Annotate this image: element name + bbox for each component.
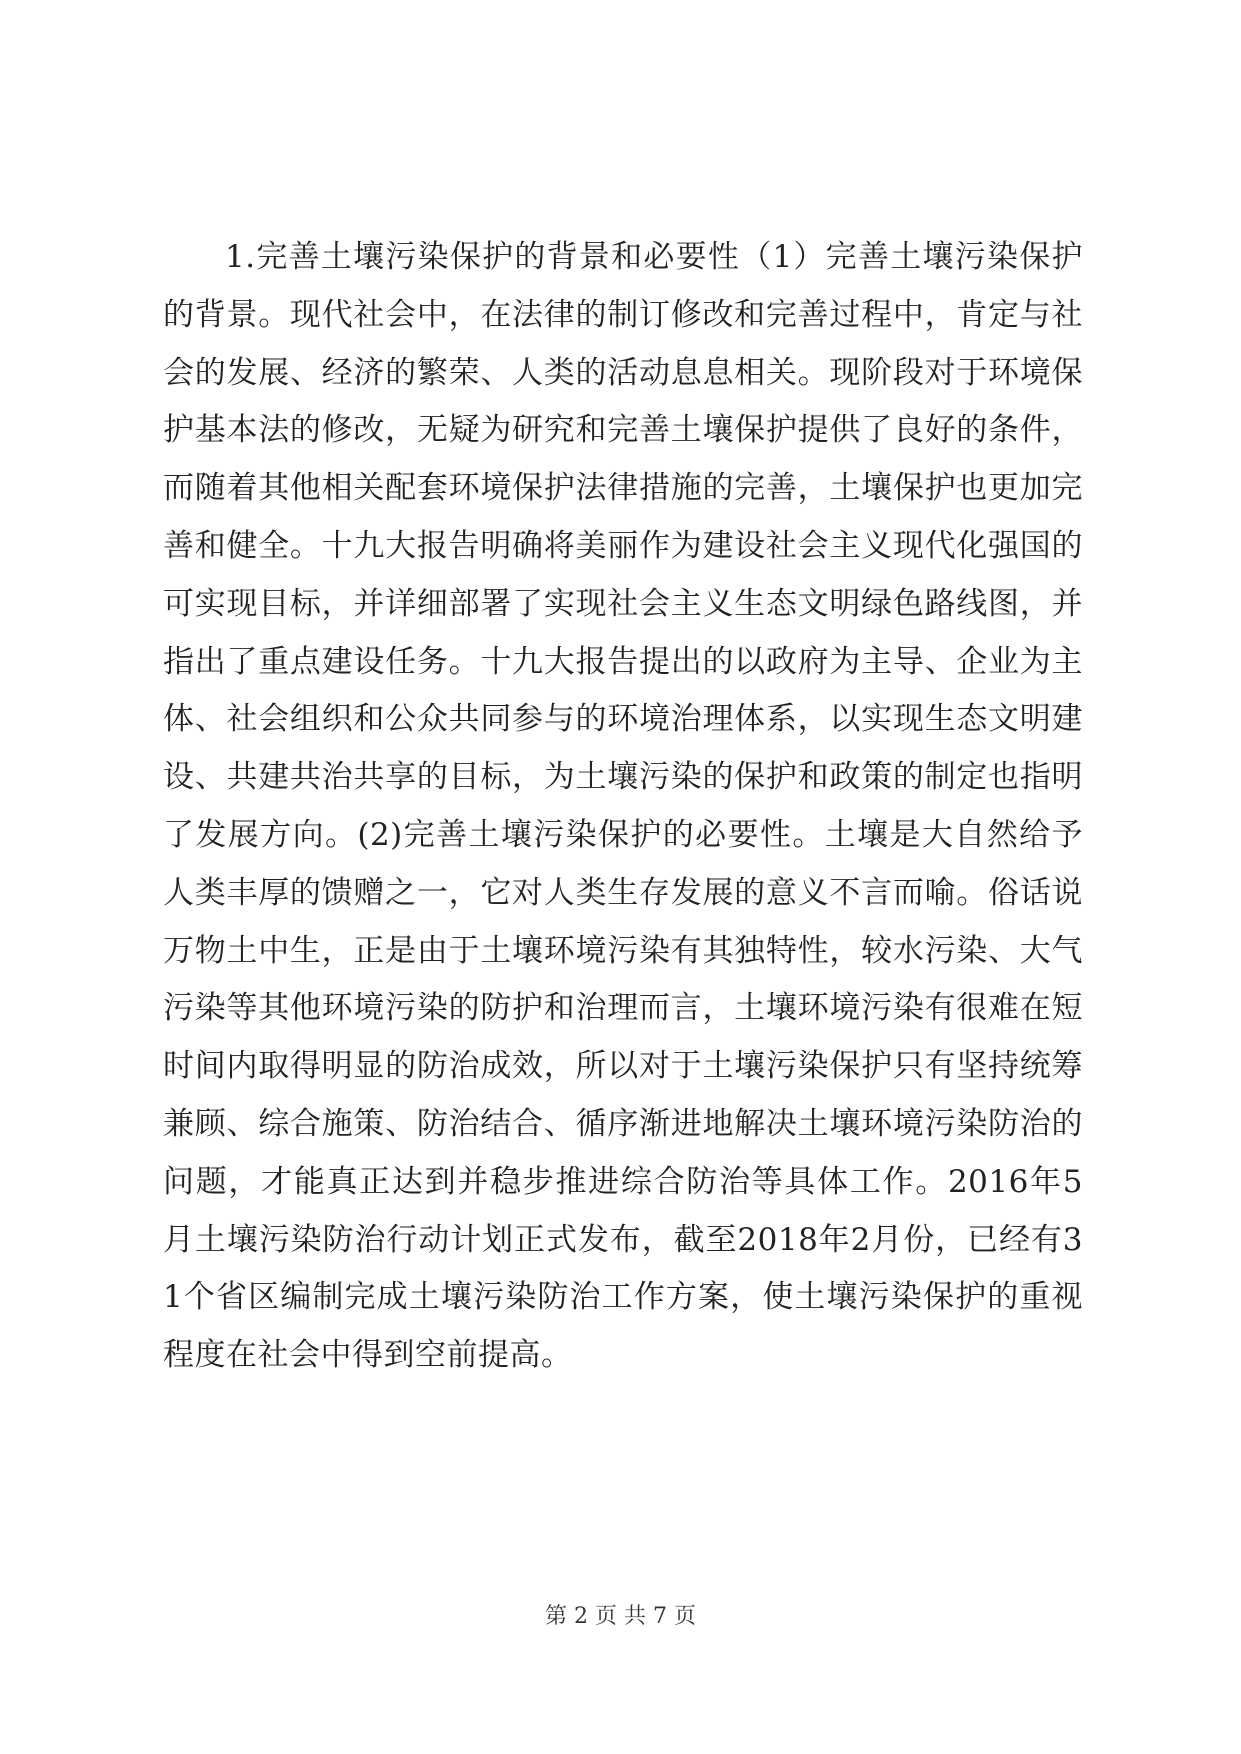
body-paragraph: 1.完善土壤污染保护的背景和必要性（1）完善土壤污染保护的背景。现代社会中，在法律的制订修改和完善过程中，肯定与社会的发展、经济的繁荣、人类的活动息息相关。现阶段对于环境保护基本法的修改，无疑为研究和完善土壤保护提供了良好的条件，而随着其他相关配套环境保护法律措施的完善，土壤保护也更加完善和健全。十九大报告明确将美丽作为建设社会主义现代化强国的可实现目标，并详细部署了实现社会主义生态文明绿色路线图，并指出了重点建设任务。十九大报告提出的以政府为主导、企业为主体、社会组织和公众共同参与的环境治理体系，以实现生态文明建设、共建共治共享的目标，为土壤污染的保护和政策的制定也指明了发展方向。(2)完善土壤污染保护的必要性。土壤是大自然给予人类丰厚的馈赠之一，它对人类生存发展的意义不言而喻。俗话说万物土中生，正是由于土壤环境污染有其独特性，较水污染、大气污染等其他环境污染的防护和治理而言，土壤环境污染有很难在短时间内取得明显的防治成效，所以对于土壤污染保护只有坚持统筹兼顾、综合施策、防治结合、循序渐进地解决土壤环境污染防治的问题，才能真正达到并稳步推进综合防治等具体工作。2016年5月土壤污染防治行动计划正式发布，截至2018年2月份，已经有31个省区编制完成土壤污染防治工作方案，使土壤污染保护的重视程度在社会中得到空前提高。 [163,239,1083,1374]
page-footer: 第 2 页 共 7 页 [545,1604,696,1629]
